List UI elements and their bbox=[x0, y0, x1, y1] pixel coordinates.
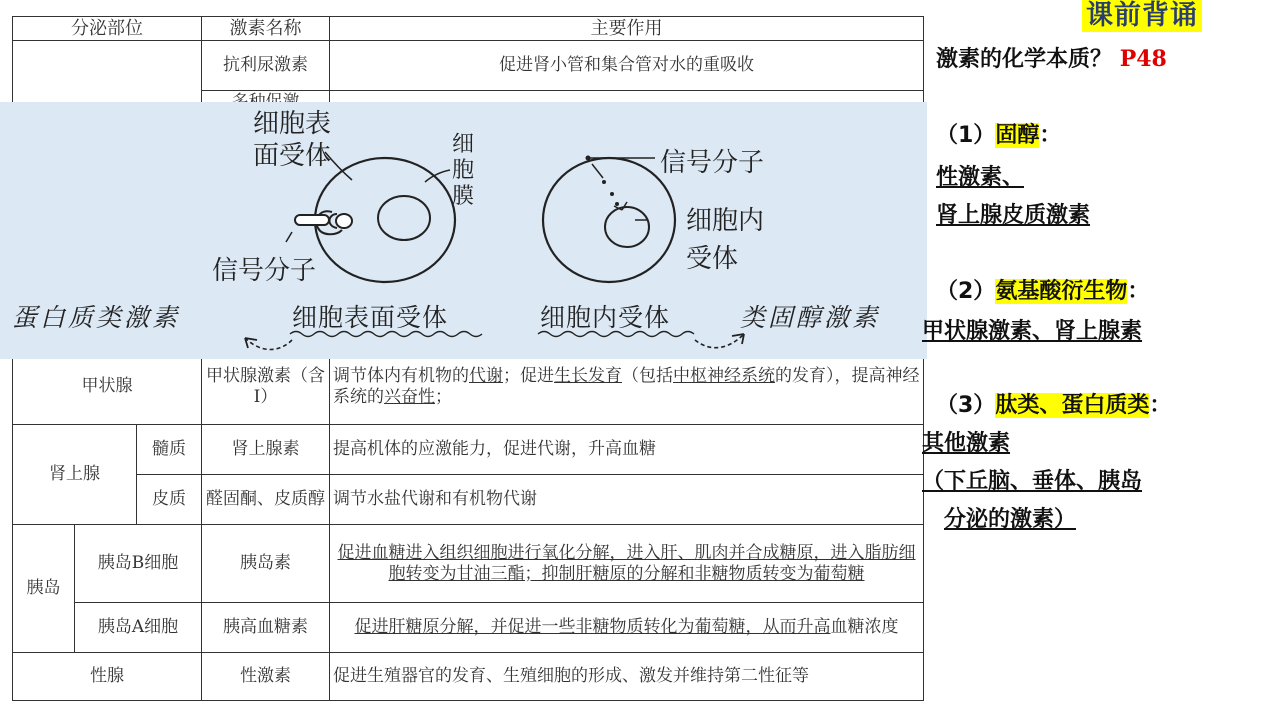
pointer-left bbox=[286, 232, 292, 242]
header-function: 主要作用 bbox=[330, 17, 924, 41]
header-hormone: 激素名称 bbox=[202, 17, 330, 41]
gland-adrenal: 肾上腺 bbox=[13, 425, 137, 525]
signal-molecule-left bbox=[295, 215, 329, 225]
function-glucagon: 促进肝糖原分解，并促进一些非糖物质转化为葡萄糖，从而升高血糖浓度 bbox=[330, 603, 924, 653]
gland-thyroid: 甲状腺 bbox=[13, 349, 202, 425]
gland-gonad: 性腺 bbox=[13, 653, 202, 701]
item-2-heading: （2）氨基酸衍生物： bbox=[936, 279, 1150, 304]
item-3-line-2: （下丘脑、垂体、胰岛 bbox=[922, 469, 1143, 494]
adrenal-medulla: 髓质 bbox=[137, 425, 202, 475]
hormone-adh: 抗利尿激素 bbox=[202, 41, 330, 91]
label-protein-hormone: 蛋白质类激素 bbox=[12, 303, 181, 332]
item-1-title: 固醇 bbox=[995, 123, 1040, 148]
table-row bbox=[13, 525, 924, 603]
cell-membrane-right bbox=[543, 158, 675, 282]
label-signal-molecule-left: 信号分子 bbox=[212, 256, 317, 286]
hormone-sex: 性激素 bbox=[202, 653, 330, 701]
function-cortex: 调节水盐代谢和有机物代谢 bbox=[330, 475, 924, 525]
table-row bbox=[13, 475, 924, 525]
table-row bbox=[13, 653, 924, 701]
pancreas-a-cell: 胰岛A细胞 bbox=[75, 603, 202, 653]
gland-pancreas: 胰岛 bbox=[13, 525, 75, 653]
label-intracellular-receptor: 细胞内受体 bbox=[686, 206, 765, 274]
label-cell-membrane: 细胞膜 bbox=[452, 132, 475, 209]
table-header-row bbox=[13, 17, 924, 41]
label-surface-receptor: 细胞表面受体 bbox=[252, 109, 331, 171]
hormone-epinephrine: 肾上腺素 bbox=[202, 425, 330, 475]
question-line bbox=[936, 42, 1167, 73]
question-text: 激素的化学本质？ bbox=[936, 47, 1113, 72]
hormone-cortex: 醛固酮、皮质醇 bbox=[202, 475, 330, 525]
header-gland: 分泌部位 bbox=[13, 17, 202, 41]
hormone-insulin: 胰岛素 bbox=[202, 525, 330, 603]
label-steroid-hormone: 类固醇激素 bbox=[740, 303, 881, 332]
item-2-title: 氨基酸衍生物 bbox=[995, 279, 1128, 304]
function-insulin: 促进血糖进入组织细胞进行氧化分解，进入肝、肌肉并合成糖原，进入脂肪细胞转变为甘油三酯；抑制肝糖原的分解和非糖物质转变为葡萄糖 bbox=[330, 525, 924, 603]
item-1-line-1: 性激素、 bbox=[936, 165, 1025, 190]
table-row bbox=[13, 425, 924, 475]
hormone-thyroxine: 甲状腺激素（含I） bbox=[202, 349, 330, 425]
item-3-line-3: 分泌的激素） bbox=[944, 507, 1077, 532]
receptor-diagram bbox=[0, 102, 927, 359]
function-epinephrine: 提高机体的应激能力，促进代谢，升高血糖 bbox=[330, 425, 924, 475]
nucleus-right bbox=[605, 207, 649, 247]
pancreas-b-cell: 胰岛B细胞 bbox=[75, 525, 202, 603]
function-thyroxine: 调节体内有机物的代谢；促进生长发育（包括中枢神经系统的发育），提高神经系统的兴奋性； bbox=[330, 349, 924, 425]
recite-badge: 课前背诵 bbox=[1082, 0, 1202, 32]
caption-surface-receptor: 细胞表面受体 bbox=[292, 303, 449, 332]
table-row bbox=[13, 41, 924, 91]
adrenal-cortex: 皮质 bbox=[137, 475, 202, 525]
table-row bbox=[13, 603, 924, 653]
table-row bbox=[13, 349, 924, 425]
nucleus-left bbox=[378, 196, 430, 240]
function-adh: 促进肾小管和集合管对水的重吸收 bbox=[330, 41, 924, 91]
item-3-title: 肽类、蛋白质类 bbox=[995, 393, 1150, 418]
function-sex: 促进生殖器官的发育、生殖细胞的形成、激发并维持第二性征等 bbox=[330, 653, 924, 701]
item-3-line-1: 其他激素 bbox=[922, 431, 1011, 456]
receptor-knob bbox=[336, 214, 352, 228]
item-1-line-2: 肾上腺皮质激素 bbox=[936, 203, 1091, 228]
item-2-line-1: 甲状腺激素、肾上腺素 bbox=[922, 319, 1143, 344]
page-reference: P48 bbox=[1119, 46, 1167, 72]
hormone-glucagon: 胰高血糖素 bbox=[202, 603, 330, 653]
caption-intracellular-receptor: 细胞内受体 bbox=[540, 303, 671, 332]
label-signal-molecule-right: 信号分子 bbox=[660, 148, 765, 178]
item-3-heading: （3）肽类、蛋白质类： bbox=[936, 393, 1172, 418]
item-1-heading: （1）固醇： bbox=[936, 123, 1062, 148]
